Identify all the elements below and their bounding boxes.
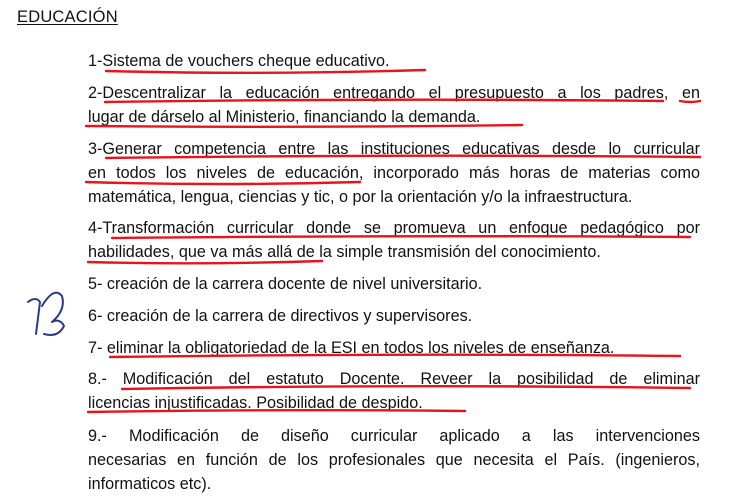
item-line: 3-Generar competencia entre las instituciones educativas desde lo curricular [88, 140, 700, 158]
list-item-4 [88, 216, 700, 264]
item-line: 7- eliminar la obligatoriedad de la ESI en todos los niveles de enseñanza. [88, 339, 615, 357]
item-line: 2-Descentralizar la educación entregando el presupuesto a los padres, en [88, 84, 700, 102]
list-item-6 [88, 304, 700, 328]
list-item-9 [88, 424, 700, 496]
item-line: 4-Transformación curricular donde se promueva un enfoque pedagógico por [88, 219, 700, 237]
list-item-5 [88, 272, 700, 296]
item-line: lugar de dárselo al Ministerio, financiando la demanda. [88, 108, 481, 126]
list-item-8 [88, 367, 700, 415]
list-item-3 [88, 137, 700, 209]
section-heading: EDUCACIÓN [17, 8, 118, 26]
item-line: necesarias en función de los profesionales que necesita el País. (ingenieros, [88, 451, 700, 469]
item-line: matemática, lengua, ciencias y tic, o por la orientación y/o la infraestructura. [88, 188, 633, 206]
list-item-2 [88, 81, 700, 129]
item-line: habilidades, que va más allá de la simple transmisión del conocimiento. [88, 243, 601, 261]
item-line: 6- creación de la carrera de directivos y supervisores. [88, 307, 473, 325]
item-line: informaticos etc). [88, 475, 212, 493]
handwritten-initials-icon [28, 293, 64, 335]
item-line: 9.- Modificación de diseño curricular aplicado a las intervenciones [88, 427, 700, 445]
item-line: 8.- Modificación del estatuto Docente. Reveer la posibilidad de eliminar [88, 370, 700, 388]
item-line: 1-Sistema de vouchers cheque educativo. [88, 52, 390, 70]
item-line: 5- creación de la carrera docente de nivel universitario. [88, 275, 483, 293]
item-line: en todos los niveles de educación, incorporado más horas de materias como [88, 164, 700, 182]
list-item-7 [88, 336, 700, 360]
list-item-1 [88, 49, 700, 73]
item-line: licencias injustificadas. Posibilidad de despido. [88, 394, 423, 412]
